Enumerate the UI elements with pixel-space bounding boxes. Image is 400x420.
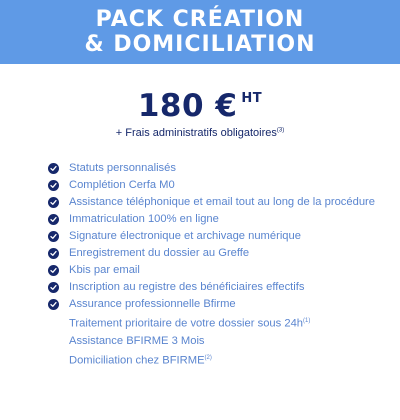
feature-text: Immatriculation 100% en ligne bbox=[69, 213, 219, 225]
pack-header bbox=[0, 0, 400, 64]
feature-text: Complétion Cerfa M0 bbox=[69, 179, 175, 191]
feature-list bbox=[48, 160, 378, 369]
pack-title-line-2: & DOMICILIATION bbox=[84, 32, 316, 57]
feature-item bbox=[48, 350, 378, 370]
check-circle-icon bbox=[48, 214, 59, 225]
feature-item bbox=[48, 194, 378, 211]
feature-text: Signature électronique et archivage numérique bbox=[69, 230, 301, 242]
check-circle-icon bbox=[48, 282, 59, 293]
feature-item bbox=[48, 245, 378, 262]
feature-text: Assurance professionnelle Bfirme bbox=[69, 298, 236, 310]
feature-text: Statuts personnalisés bbox=[69, 162, 176, 174]
check-circle-icon bbox=[48, 231, 59, 242]
feature-footnote: (1) bbox=[303, 318, 311, 324]
feature-item bbox=[48, 228, 378, 245]
check-circle-icon bbox=[48, 248, 59, 259]
feature-item bbox=[48, 262, 378, 279]
feature-text: Assistance BFIRME 3 Mois bbox=[69, 334, 205, 347]
feature-item bbox=[48, 296, 378, 313]
feature-item bbox=[48, 313, 378, 333]
feature-text: Domiciliation chez BFIRME$^{(2)}$ bbox=[69, 354, 212, 367]
feature-item bbox=[48, 279, 378, 296]
feature-item bbox=[48, 160, 378, 177]
check-circle-icon bbox=[48, 163, 59, 174]
feature-text: Inscription au registre des bénéficiaires effectifs bbox=[69, 281, 305, 293]
price-suffix: HT bbox=[241, 91, 263, 106]
fees-label: + Frais administratifs obligatoires bbox=[115, 127, 277, 139]
check-circle-icon bbox=[48, 197, 59, 208]
fees-note bbox=[0, 127, 400, 139]
price-amount: 180 € bbox=[137, 88, 238, 124]
feature-item bbox=[48, 177, 378, 194]
pack-title-line-1: PACK CRÉATION bbox=[95, 7, 305, 32]
price bbox=[138, 88, 262, 131]
check-circle-icon bbox=[48, 265, 59, 276]
feature-text: Assistance téléphonique et email tout au long de la procédure bbox=[69, 196, 375, 208]
check-circle-icon bbox=[48, 180, 59, 191]
feature-item bbox=[48, 333, 378, 350]
feature-text: Kbis par email bbox=[69, 264, 140, 276]
feature-text: Traitement prioritaire de votre dossier sous $24h^{(1)}$ bbox=[69, 317, 311, 330]
fees-footnote: (3) bbox=[276, 127, 285, 134]
feature-text: Enregistrement du dossier au Greffe bbox=[69, 247, 250, 259]
feature-footnote: (2) bbox=[204, 354, 212, 361]
check-circle-icon bbox=[48, 299, 59, 310]
feature-item bbox=[48, 211, 378, 228]
